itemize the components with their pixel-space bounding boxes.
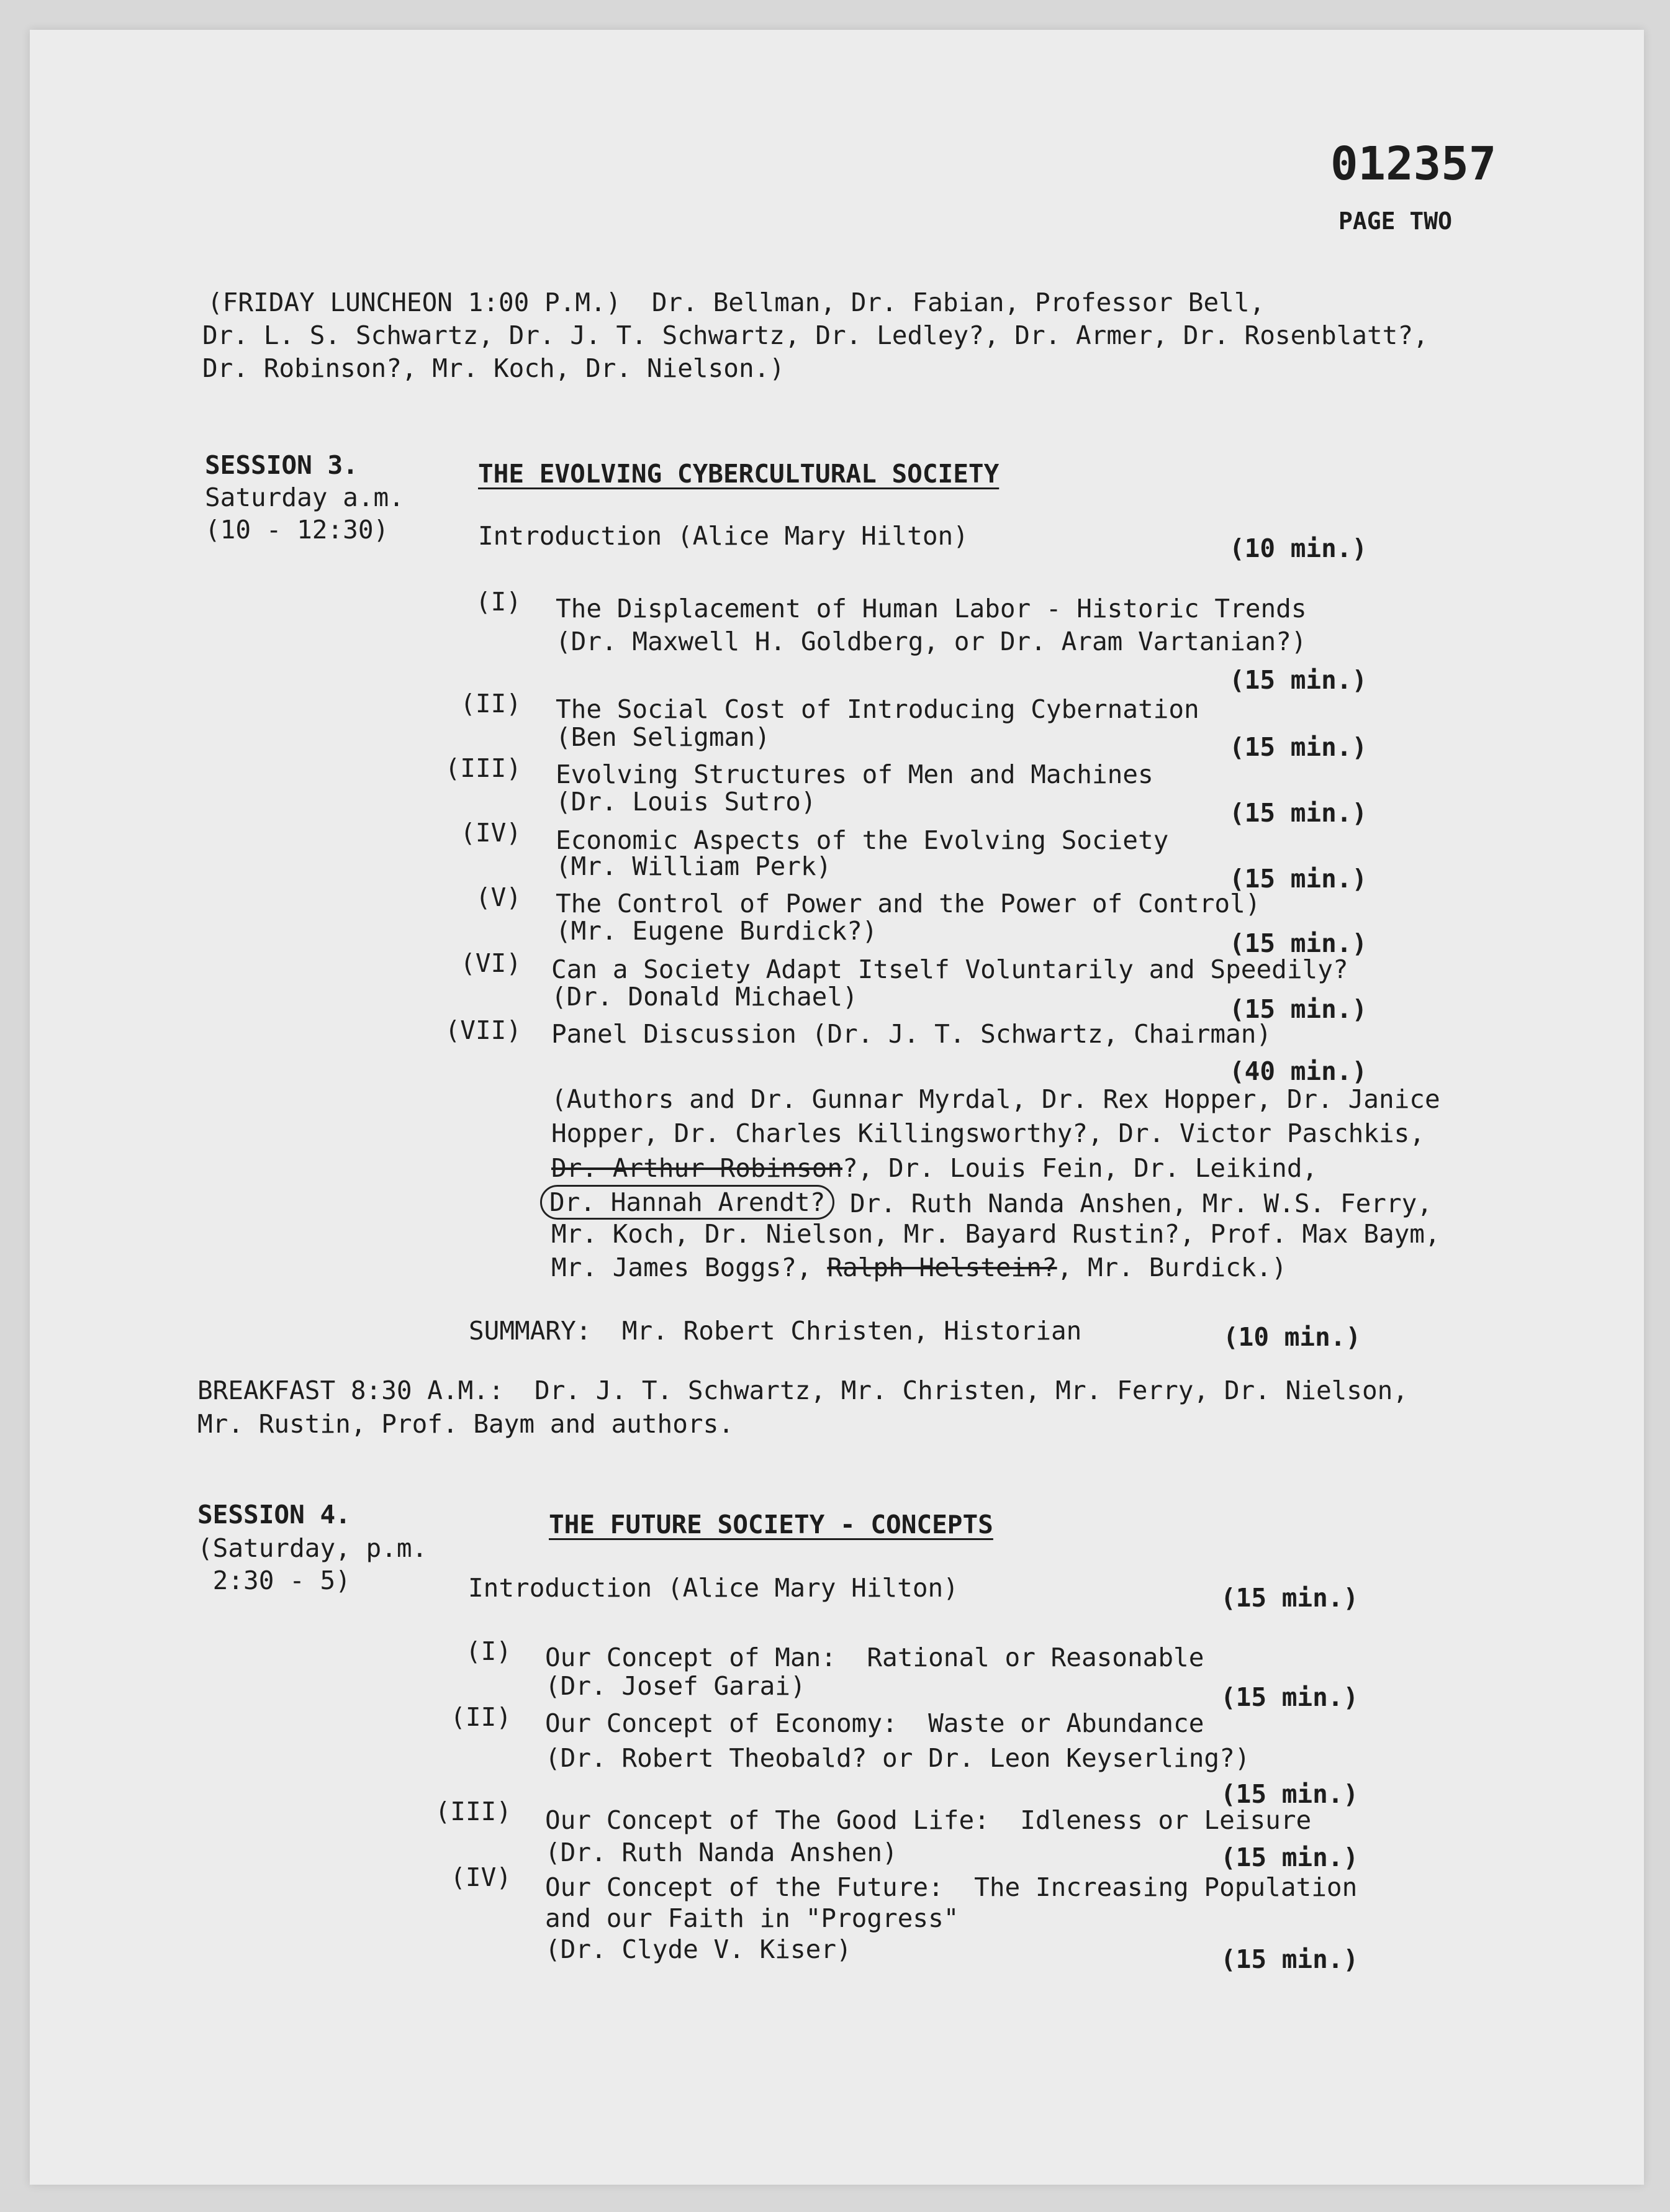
luncheon-line-2: Dr. L. S. Schwartz, Dr. J. T. Schwartz, Dr. Ledley?, Dr. Armer, Dr. Rosenblatt?, [202,320,1429,350]
session4-title: THE FUTURE SOCIETY - CONCEPTS [549,1510,993,1539]
document-number: 012357 [1330,137,1497,191]
session3-item-title: The Displacement of Human Labor - Historic Trends [556,594,1307,623]
session4-item-time: (15 min.) [1221,1944,1359,1974]
session3-item-title: The Social Cost of Introducing Cybernation [556,694,1199,724]
session3-item-title: The Control of Power and the Power of Control) [556,889,1261,918]
session4-item-title: Our Concept of The Good Life: Idleness or Leisure [545,1805,1312,1835]
session4-item-time: (15 min.) [1221,1779,1359,1809]
session3-item-time: (15 min.) [1229,928,1368,958]
session3-summary: SUMMARY: Mr. Robert Christen, Historian [469,1316,1082,1346]
session4-item-speaker: (Dr. Robert Theobald? or Dr. Leon Keyserling?) [545,1743,1250,1773]
session3-item-time: (15 min.) [1229,665,1368,695]
session3-item-number: (VI) [460,948,521,978]
breakfast-line-1: BREAKFAST 8:30 A.M.: Dr. J. T. Schwartz, Mr. Christen, Mr. Ferry, Dr. Nielson, [197,1376,1409,1405]
session4-item-number: (III) [435,1797,512,1826]
session4-label: SESSION 4. [197,1500,351,1530]
panel-line-5: Mr. Koch, Dr. Nielson, Mr. Bayard Rustin?, Prof. Max Baym, [551,1219,1440,1249]
session4-item-number: (I) [465,1636,512,1666]
session3-item-time: (15 min.) [1229,994,1368,1024]
session4-item-speaker: (Dr. Ruth Nanda Anshen) [545,1838,898,1867]
session3-item-speaker: (Dr. Louis Sutro) [556,787,816,817]
session4-item-speaker: (Dr. Josef Garai) [545,1671,806,1701]
session3-item-title: Can a Society Adapt Itself Voluntarily and Speedily? [551,954,1348,984]
session3-label: SESSION 3. [205,450,358,480]
struck-name: Dr. Arthur Robinson [551,1153,842,1183]
luncheon-line-1: (FRIDAY LUNCHEON 1:00 P.M.) Dr. Bellman, Dr. Fabian, Professor Bell, [207,288,1265,317]
session4-intro: Introduction (Alice Mary Hilton) [468,1573,959,1603]
panel-line-3: Dr. Arthur Robinson?, Dr. Louis Fein, Dr. Leikind, [551,1153,1318,1183]
luncheon-line-3: Dr. Robinson?, Mr. Koch, Dr. Nielson.) [202,353,785,383]
session3-day: Saturday a.m. [205,483,404,512]
session3-item-title: Evolving Structures of Men and Machines [556,759,1153,789]
struck-name: Ralph Helstein? [827,1253,1057,1282]
session3-item-title: Economic Aspects of the Evolving Society [556,825,1169,855]
session3-item-speaker: (Ben Seligman) [556,722,770,752]
session3-item-number: (IV) [460,818,521,848]
session3-item-number: (III) [445,753,521,783]
session4-item-title: Our Concept of Man: Rational or Reasonable [545,1643,1204,1672]
session3-item-speaker: (Mr. William Perk) [556,851,832,881]
session4-item-number: (IV) [450,1862,512,1892]
session3-time: (10 - 12:30) [205,515,389,545]
panel-line-1: (Authors and Dr. Gunnar Myrdal, Dr. Rex Hopper, Dr. Janice [551,1084,1440,1114]
session3-item-speaker: (Dr. Donald Michael) [551,982,858,1012]
session3-item-title: Panel Discussion (Dr. J. T. Schwartz, Chairman) [551,1019,1272,1049]
session3-summary-time: (10 min.) [1223,1322,1361,1352]
session3-item-time: (15 min.) [1229,798,1368,828]
breakfast-line-2: Mr. Rustin, Prof. Baym and authors. [197,1409,734,1439]
session3-item-time: (40 min.) [1229,1056,1368,1086]
page-label: PAGE TWO [1338,207,1453,235]
session3-item-time: (15 min.) [1229,732,1368,762]
session4-day: (Saturday, p.m. [197,1533,428,1563]
session4-item-title: Our Concept of the Future: The Increasing Population [545,1872,1358,1902]
panel-line-6: Mr. James Boggs?, Ralph Helstein?, Mr. Burdick.) [551,1253,1287,1282]
session3-item-number: (V) [475,882,521,912]
session3-item-speaker: (Dr. Maxwell H. Goldberg, or Dr. Aram Vartanian?) [556,627,1307,656]
session3-intro: Introduction (Alice Mary Hilton) [478,521,968,551]
session4-item-time: (15 min.) [1221,1682,1359,1712]
panel-line-4: Dr. Hannah Arendt? Dr. Ruth Nanda Anshen, Mr. W.S. Ferry, [540,1186,1432,1221]
session4-item-title-line2: and our Faith in "Progress" [545,1903,959,1933]
session3-item-time: (15 min.) [1229,864,1368,894]
session4-intro-time: (15 min.) [1221,1583,1359,1613]
session4-item-time: (15 min.) [1221,1843,1359,1872]
session4-item-number: (II) [450,1702,512,1732]
session3-item-speaker: (Mr. Eugene Burdick?) [556,916,878,946]
session4-time: 2:30 - 5) [197,1566,351,1595]
circled-name: Dr. Hannah Arendt? [540,1185,834,1220]
session3-item-number: (VII) [445,1015,521,1045]
session3-item-number: (I) [475,587,521,617]
session3-intro-time: (10 min.) [1229,533,1368,563]
session3-title: THE EVOLVING CYBERCULTURAL SOCIETY [478,459,1000,489]
session4-item-speaker: (Dr. Clyde V. Kiser) [545,1934,852,1964]
session3-item-number: (II) [460,689,521,718]
session4-item-title: Our Concept of Economy: Waste or Abundance [545,1708,1204,1738]
panel-line-2: Hopper, Dr. Charles Killingsworthy?, Dr. Victor Paschkis, [551,1118,1425,1148]
